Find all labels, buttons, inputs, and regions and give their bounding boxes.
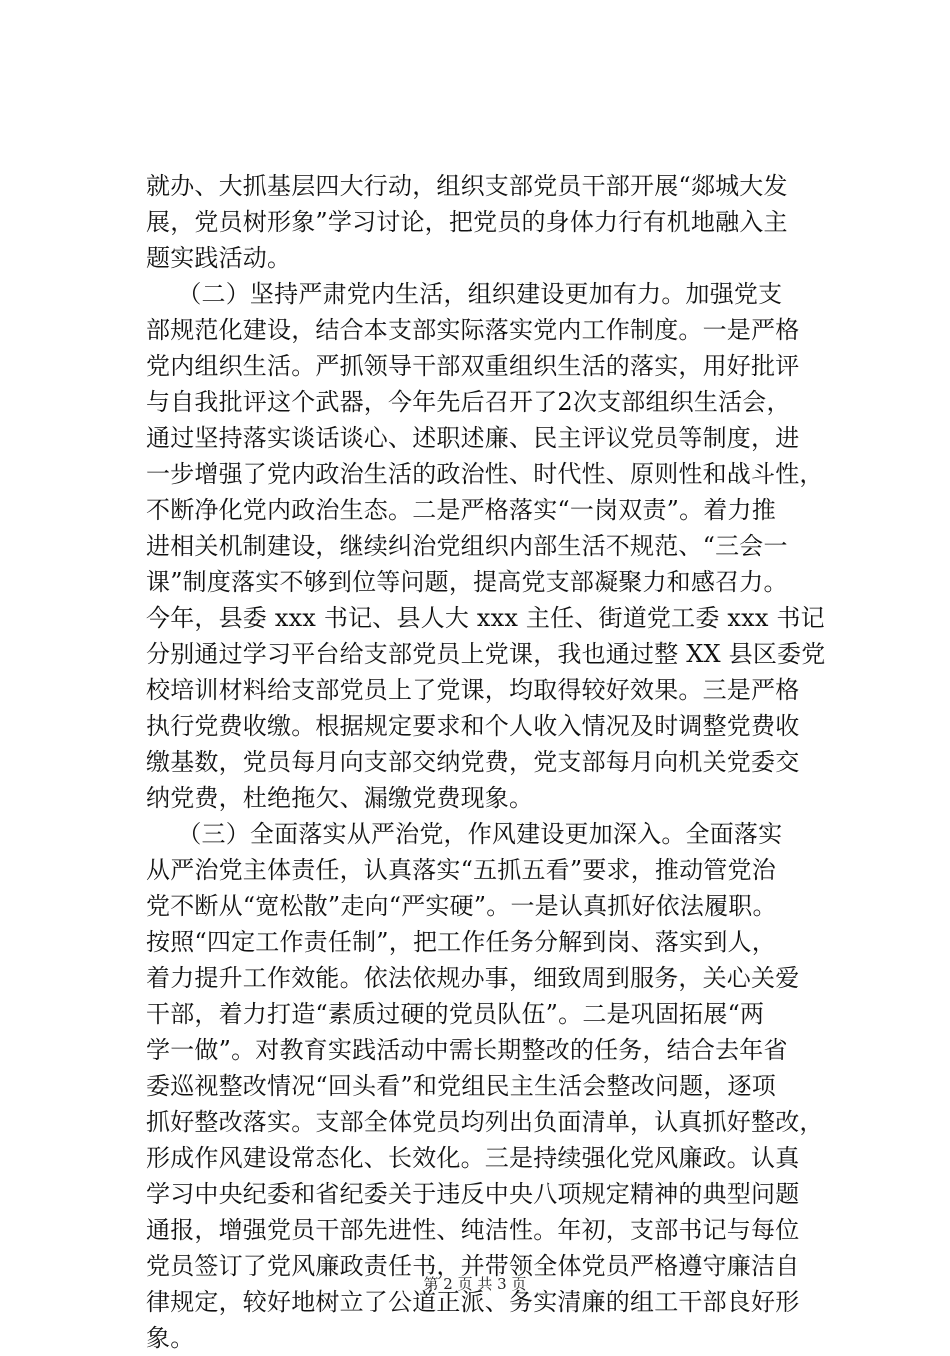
text-line: 缴基数，党员每月向支部交纳党费，党支部每月向机关党委交 [146,748,800,776]
text-line: 一步增强了党内政治生活的政治性、时代性、原则性和战斗性， [146,460,824,488]
text-line: 执行党费收缴。根据规定要求和个人收入情况及时调整党费收 [146,712,800,740]
text-line: 校培训材料给支部党员上了党课，均取得较好效果。三是严格 [146,676,800,704]
text-line: 着力提升工作效能。依法依规办事，细致周到服务，关心关爱 [146,964,800,992]
text-line: 课”制度落实不够到位等问题，提高党支部凝聚力和感召力。 [146,568,788,596]
text-line: 干部，着力打造“素质过硬的党员队伍”。二是巩固拓展“两 [146,1000,765,1028]
text-line: （三）全面落实从严治党，作风建设更加深入。全面落实 [146,820,783,848]
text-line: 分别通过学习平台给支部党员上党课，我也通过整 XX 县区委党 [146,640,826,668]
text-line: 学习中央纪委和省纪委关于违反中央八项规定精神的典型问题 [146,1180,800,1208]
text-line: 题实践活动。 [146,244,292,272]
text-line: 通报，增强党员干部先进性、纯洁性。年初，支部书记与每位 [146,1216,800,1244]
body-text [146,168,832,1356]
text-line: 就办、大抓基层四大行动，组织支部党员干部开展“郯城大发 [146,172,788,200]
text-line: 党内组织生活。严抓领导干部双重组织生活的落实，用好批评 [146,352,800,380]
text-line: 从严治党主体责任，认真落实“五抓五看”要求，推动管党治 [146,856,776,884]
text-line: （二）坚持严肃党内生活，组织建设更加有力。加强党支 [146,280,783,308]
text-line: 与自我批评这个武器，今年先后召开了2次支部组织生活会， [146,388,791,416]
text-line: 展，党员树形象”学习讨论，把党员的身体力行有机地融入主 [146,208,788,236]
text-line: 律规定，较好地树立了公道正派、务实清廉的组工干部良好形 [146,1288,800,1316]
text-line: 按照“四定工作责任制”，把工作任务分解到岗、落实到人， [146,928,776,956]
text-line: 委巡视整改情况“回头看”和党组民主生活会整改问题，逐项 [146,1072,776,1100]
text-line: 抓好整改落实。支部全体党员均列出负面清单，认真抓好整改， [146,1108,824,1136]
page-number-footer: 第 2 页 共 3 页 [423,1275,527,1293]
text-line: 通过坚持落实谈话谈心、述职述廉、民主评议党员等制度，进 [146,424,800,452]
text-line: 进相关机制建设，继续纠治党组织内部生活不规范、“三会一 [146,532,788,560]
text-line: 党不断从“宽松散”走向“严实硬”。一是认真抓好依法履职。 [146,892,777,920]
text-line: 不断净化党内政治生态。二是严格落实“一岗双责”。着力推 [146,496,776,524]
text-line: 象。 [146,1324,195,1352]
text-line: 部规范化建设，结合本支部实际落实党内工作制度。一是严格 [146,316,800,344]
text-line: 纳党费，杜绝拖欠、漏缴党费现象。 [146,784,534,812]
text-line: 形成作风建设常态化、长效化。三是持续强化党风廉政。认真 [146,1144,800,1172]
text-line: 党员签订了党风廉政责任书，并带领全体党员严格遵守廉洁自 [146,1252,800,1280]
text-line: 学一做”。对教育实践活动中需长期整改的任务，结合去年省 [146,1036,788,1064]
text-line: 今年，县委 xxx 书记、县人大 xxx 主任、街道党工委 xxx 书记 [146,604,825,632]
